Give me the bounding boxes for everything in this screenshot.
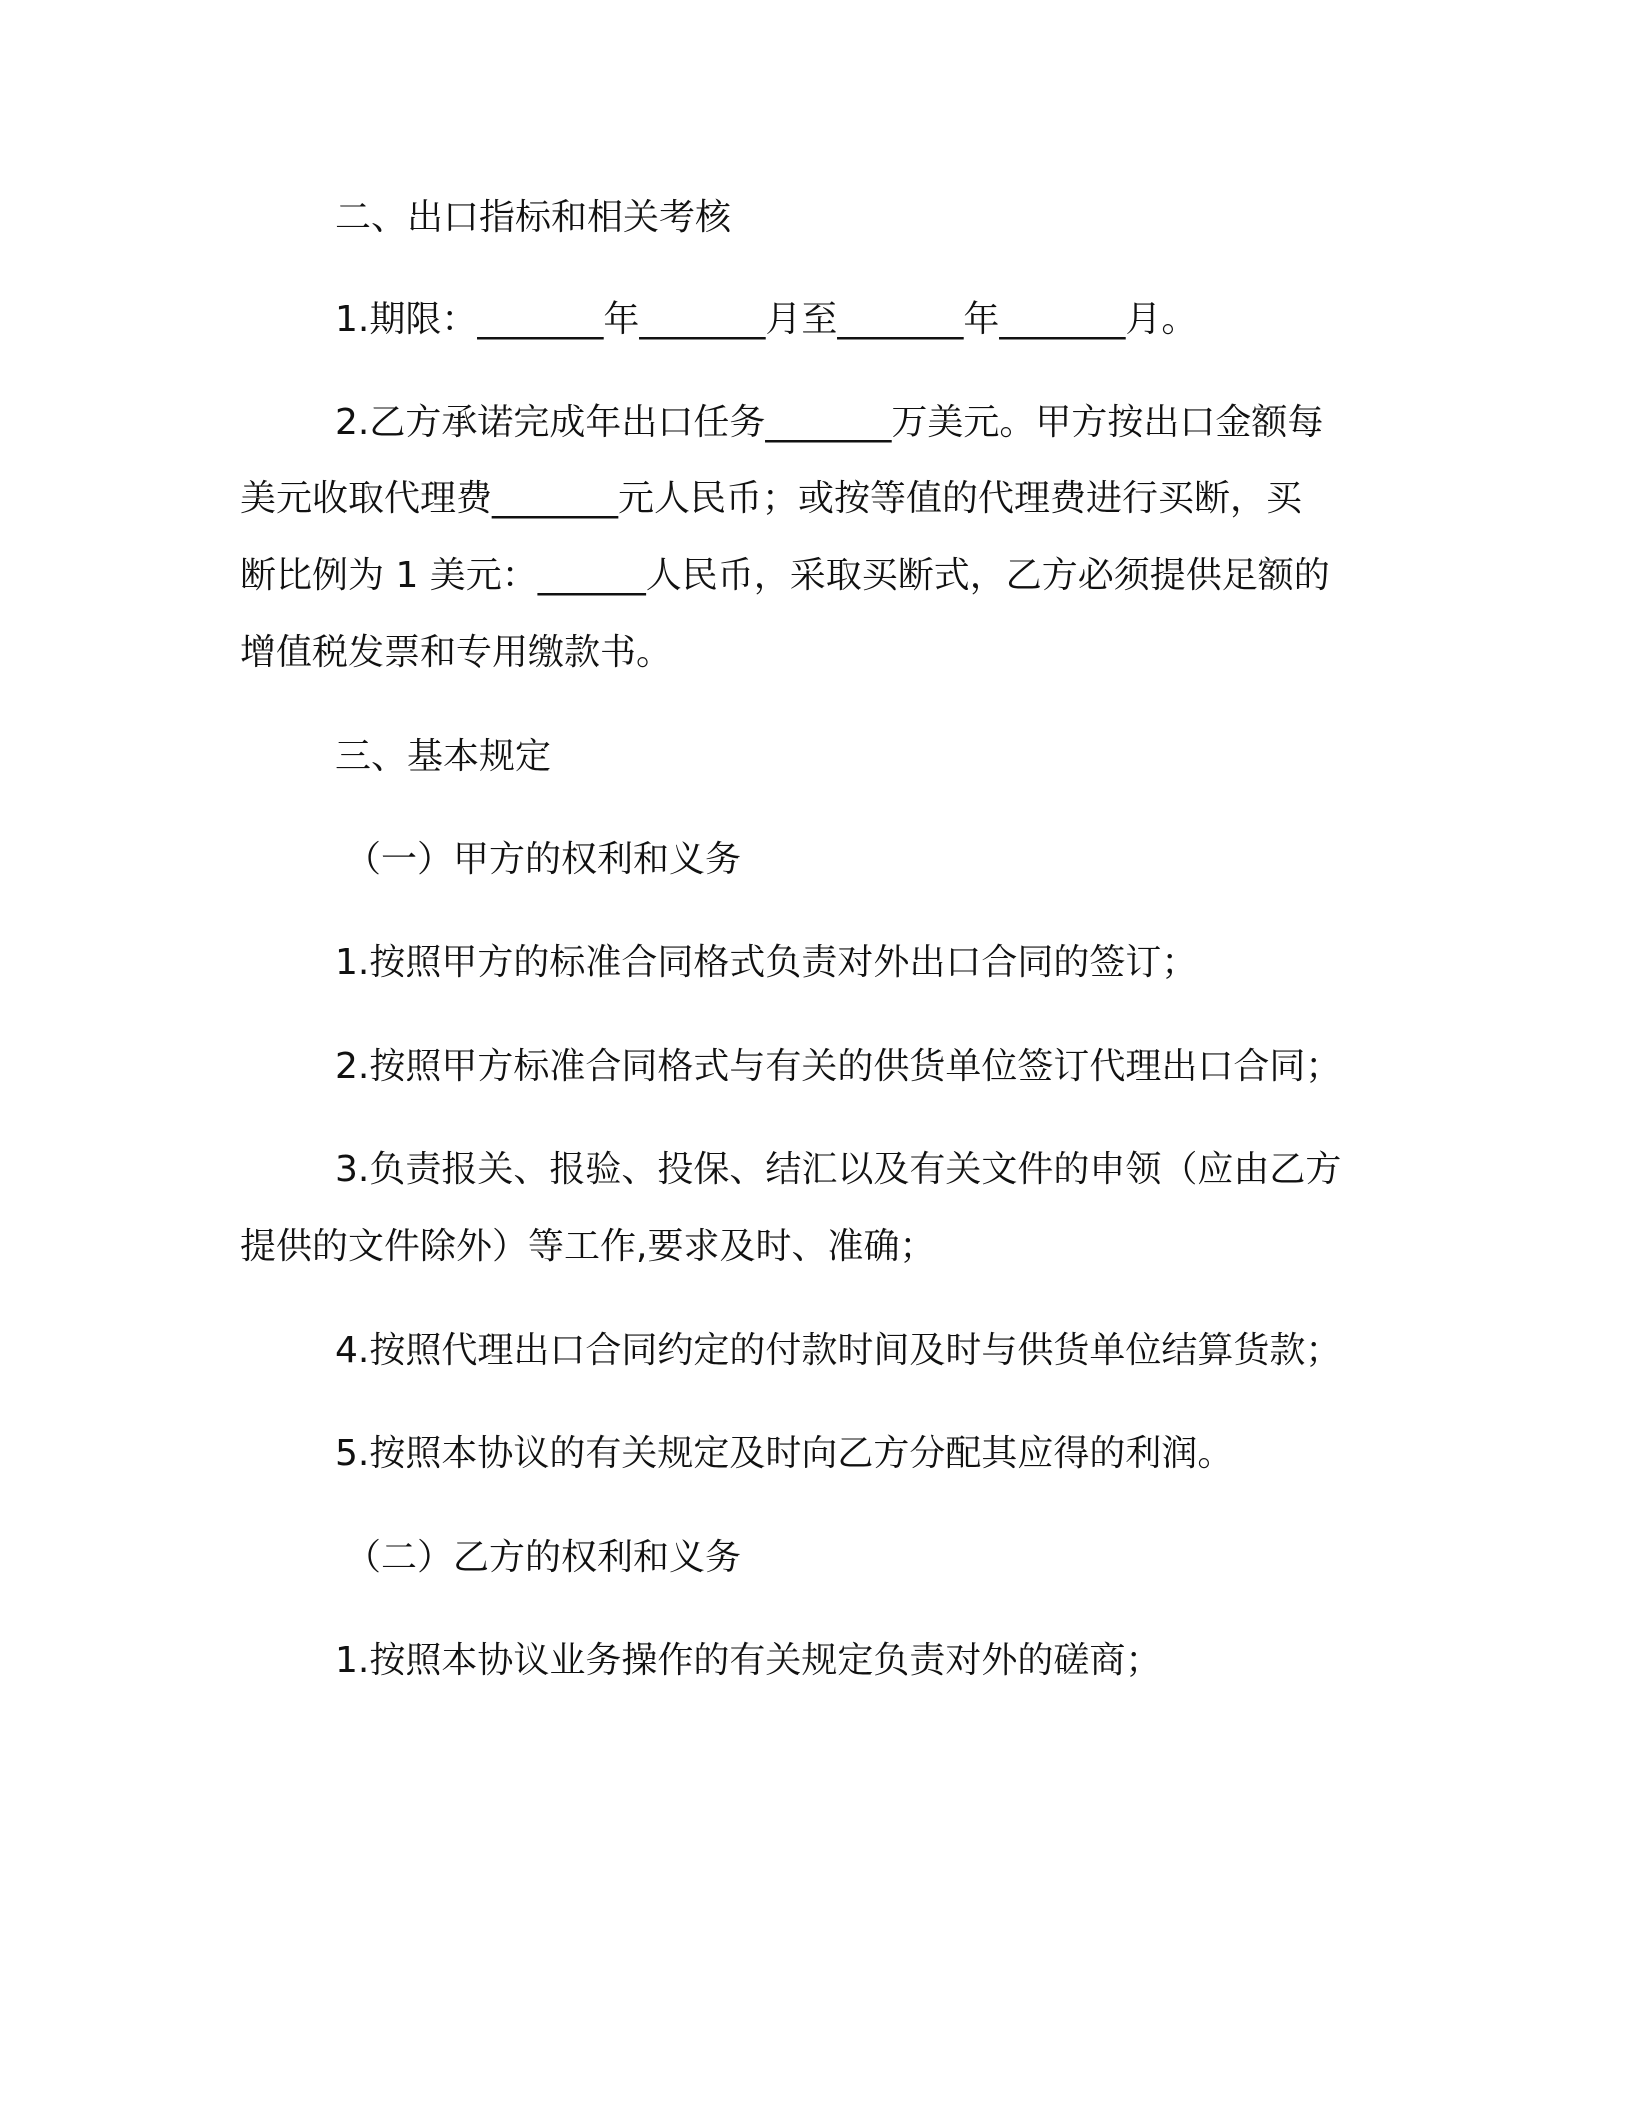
party-a-duty-2: 2.按照甲方标准合同格式与有关的供货单位签订代理出口合同； <box>335 1046 1342 1087</box>
export-task-clause-line2: 美元收取代理费_______元人民币；或按等值的代理费进行买断，买 <box>240 478 1303 519</box>
subsection-heading-party-a: （一）甲方的权利和义务 <box>345 839 742 880</box>
section-heading-basic-rules: 三、基本规定 <box>335 736 552 777</box>
party-a-duty-5: 5.按照本协议的有关规定及时向乙方分配其应得的利润。 <box>335 1433 1234 1474</box>
export-task-clause-line4: 增值税发票和专用缴款书。 <box>240 632 673 673</box>
party-b-duty-1: 1.按照本协议业务操作的有关规定负责对外的磋商； <box>335 1640 1162 1681</box>
export-task-clause-line1: 2.乙方承诺完成年出口任务_______万美元。甲方按出口金额每 <box>335 402 1324 443</box>
subsection-heading-party-b: （二）乙方的权利和义务 <box>345 1537 742 1578</box>
party-a-duty-3-line1: 3.负责报关、报验、投保、结汇以及有关文件的申领（应由乙方 <box>335 1149 1342 1190</box>
export-task-clause-line3: 断比例为 1 美元：______人民币，采取买断式，乙方必须提供足额的 <box>240 555 1330 596</box>
party-a-duty-3-line2: 提供的文件除外）等工作,要求及时、准确； <box>240 1226 936 1267</box>
party-a-duty-4: 4.按照代理出口合同约定的付款时间及时与供货单位结算货款； <box>335 1330 1342 1371</box>
term-period-clause: 1.期限：_______年_______月至_______年_______月。 <box>335 299 1198 340</box>
section-heading-export-targets: 二、出口指标和相关考核 <box>335 197 732 238</box>
party-a-duty-1: 1.按照甲方的标准合同格式负责对外出口合同的签订； <box>335 942 1198 983</box>
